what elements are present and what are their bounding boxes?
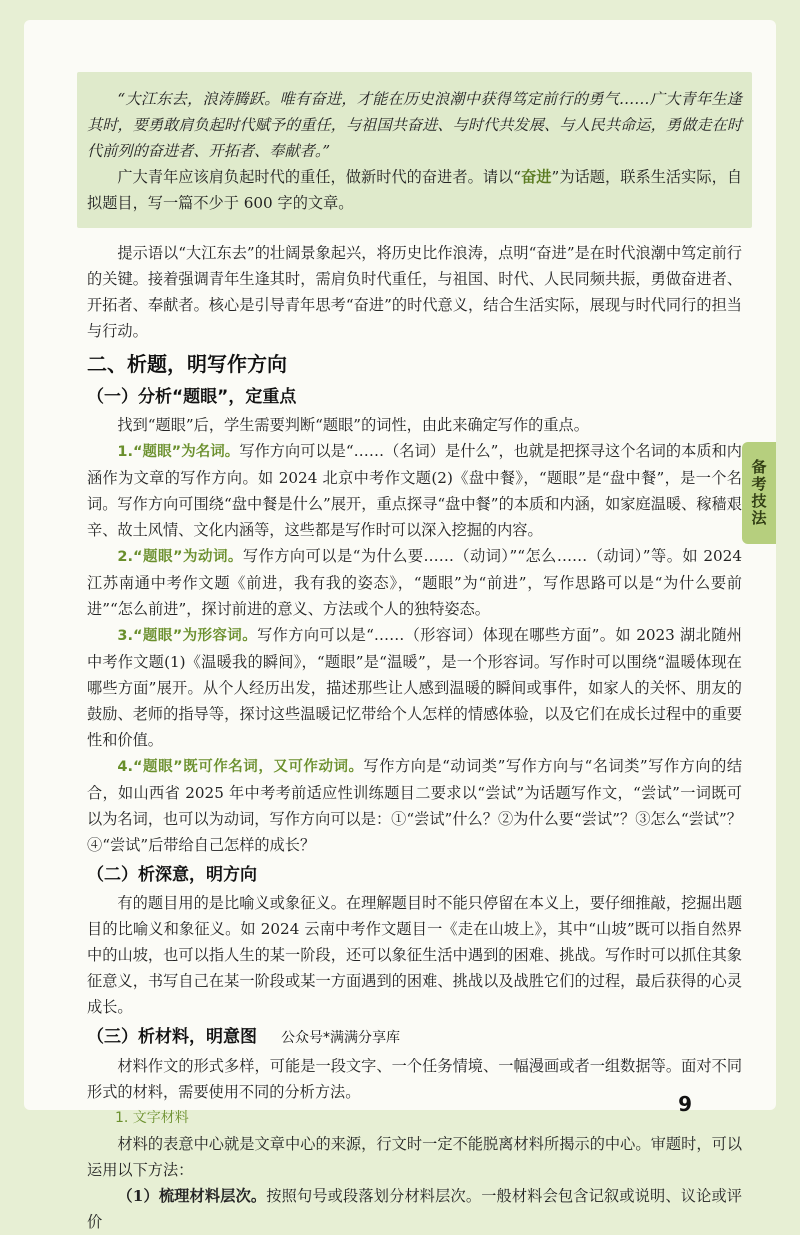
- subsection-3-intro: 材料作文的形式多样，可能是一段文字、一个任务情境、一幅漫画或者一组数据等。面对不同形式的材料，需要使用不同的分析方法。: [87, 1057, 742, 1101]
- analysis-paragraph: 提示语以“大江东去”的壮阔景象起兴，将历史比作浪涛，点明“奋进”是在时代浪潮中笃定前行的关键。接着强调青年生逢其时，需肩负时代重任，与祖国、时代、人民同频共振，勇做奋进者、开拓者、奉献者。核心是引导青年思考“奋进”的时代意义，结合生活实际，展现与时代同行的担当与行动。: [87, 244, 742, 340]
- list-item: [87, 622, 742, 753]
- subsection-3-subhead: 1. 文字材料: [115, 1110, 189, 1126]
- subsection-3-title-text: （三）析材料，明意图: [87, 1027, 257, 1047]
- quote-box: [77, 72, 752, 228]
- list-item-text: 写作方向可以是“……（名词）是什么”，也就是把探寻这个名词的本质和内涵作为文章的写作方向。如 2024 北京中考作文题(2)《盘中餐》，“题眼”是“盘中餐”，是一个名词。写作方向可围绕“盘中餐是什么”展开，重点探寻“盘中餐”的本质和内涵，如家庭温暖、稼穑艰辛、故土风情、文化内涵等，这些都是写作时可以深入挖掘的内容。: [87, 442, 742, 539]
- list-item-lead: 2.“题眼”为动词。: [117, 549, 243, 565]
- section-title: 二、析题，明写作方向: [87, 352, 287, 376]
- prompt-post: ”为话题，联系生活实际，自拟题目，写一篇不少于 600 字的文章。: [87, 168, 743, 212]
- side-tab: [742, 442, 776, 544]
- watermark-note: 公众号*满满分享库: [281, 1030, 400, 1046]
- step-lead: （1）梳理材料层次。: [117, 1187, 267, 1205]
- list-item: [87, 753, 742, 858]
- subsection-3-title: [87, 1022, 742, 1053]
- prompt-keyword: 奋进: [521, 168, 552, 186]
- list-item-text: 写作方向可以是“……（形容词）体现在哪些方面”。如 2023 湖北随州中考作文题(1)《温暖我的瞬间》，“题眼”是“温暖”，是一个形容词。写作时可以围绕“温暖体现在哪些方面”展开。从个人经历出发，描述那些让人感到温暖的瞬间或事件，如家人的关怀、朋友的鼓励、老师的指导等，探讨这些温暖记忆带给个人怎样的情感体验，以及它们在成长过程中的重要性和价值。: [87, 626, 742, 749]
- subsection-2-title: （二）析深意，明方向: [87, 865, 257, 885]
- list-item: [87, 543, 742, 622]
- list-item-lead: 3.“题眼”为形容词。: [117, 628, 258, 644]
- page-content: [87, 72, 742, 1235]
- prompt-pre: 广大青年应该肩负起时代的重任，做新时代的奋进者。请以“: [117, 168, 522, 186]
- subsection-1-intro: 找到“题眼”后，学生需要判断“题眼”的词性，由此来确定写作的重点。: [117, 416, 589, 434]
- subsection-2-text: 有的题目用的是比喻义或象征义。在理解题目时不能只停留在本义上，要仔细推敲，挖掘出题目的比喻义和象征义。如 2024 云南中考作文题目一《走在山坡上》，其中“山坡”既可以指自然界中的山坡，也可以指人生的某一阶段，还可以象征生活中遇到的困难、挑战。写作时可以抓住其象征意义，书写自己在某一阶段或某一方面遇到的困难、挑战以及战胜它们的过程，最后获得的心灵成长。: [87, 894, 742, 1016]
- page-sheet: [24, 20, 776, 1231]
- writing-prompt: [87, 164, 742, 216]
- subsection-1-title: （一）分析“题眼”，定重点: [87, 387, 297, 407]
- quote-text: “大江东去，浪涛腾跃。唯有奋进，才能在历史浪潮中获得笃定前行的勇气……广大青年生逢其时，要勇敢肩负起时代赋予的重任，与祖国共奋进、与时代共发展、与人民共命运，勇做走在时代前列的奋进者、开拓者、奉献者。”: [87, 90, 742, 160]
- subsection-3-step: [87, 1183, 742, 1235]
- page-number: 9: [678, 1092, 692, 1116]
- list-item-text: 写作方向是“动词类”写作方向与“名词类”写作方向的结合，如山西省 2025 年中考考前适应性训练题目二要求以“尝试”为话题写作文，“尝试”一词既可以为名词，也可以为动词，写作方向可以是：①“尝试”什么？②为什么要“尝试”？③怎么“尝试”？④“尝试”后带给自己怎样的成长？: [87, 757, 743, 854]
- list-item-lead: 4.“题眼”既可作名词，又可作动词。: [117, 759, 364, 775]
- side-tab-label: 备考技法: [749, 459, 768, 527]
- list-item: [87, 438, 742, 543]
- subsection-3-text: 材料的表意中心就是文章中心的来源，行文时一定不能脱离材料所揭示的中心。审题时，可以运用以下方法：: [87, 1135, 742, 1179]
- list-item-lead: 1.“题眼”为名词。: [117, 444, 240, 460]
- step-text: 按照句号或段落划分材料层次。一般材料会包含记叙或说明、议论或评价: [87, 1187, 742, 1231]
- list-item-text: 写作方向可以是“为什么要……（动词）”“怎么……（动词）”等。如 2024 江苏南通中考作文题《前进，我有我的姿态》，“题眼”为“前进”，写作思路可以是“为什么要前进”“怎么前进”，探讨前进的意义、方法或个人的独特姿态。: [87, 547, 742, 618]
